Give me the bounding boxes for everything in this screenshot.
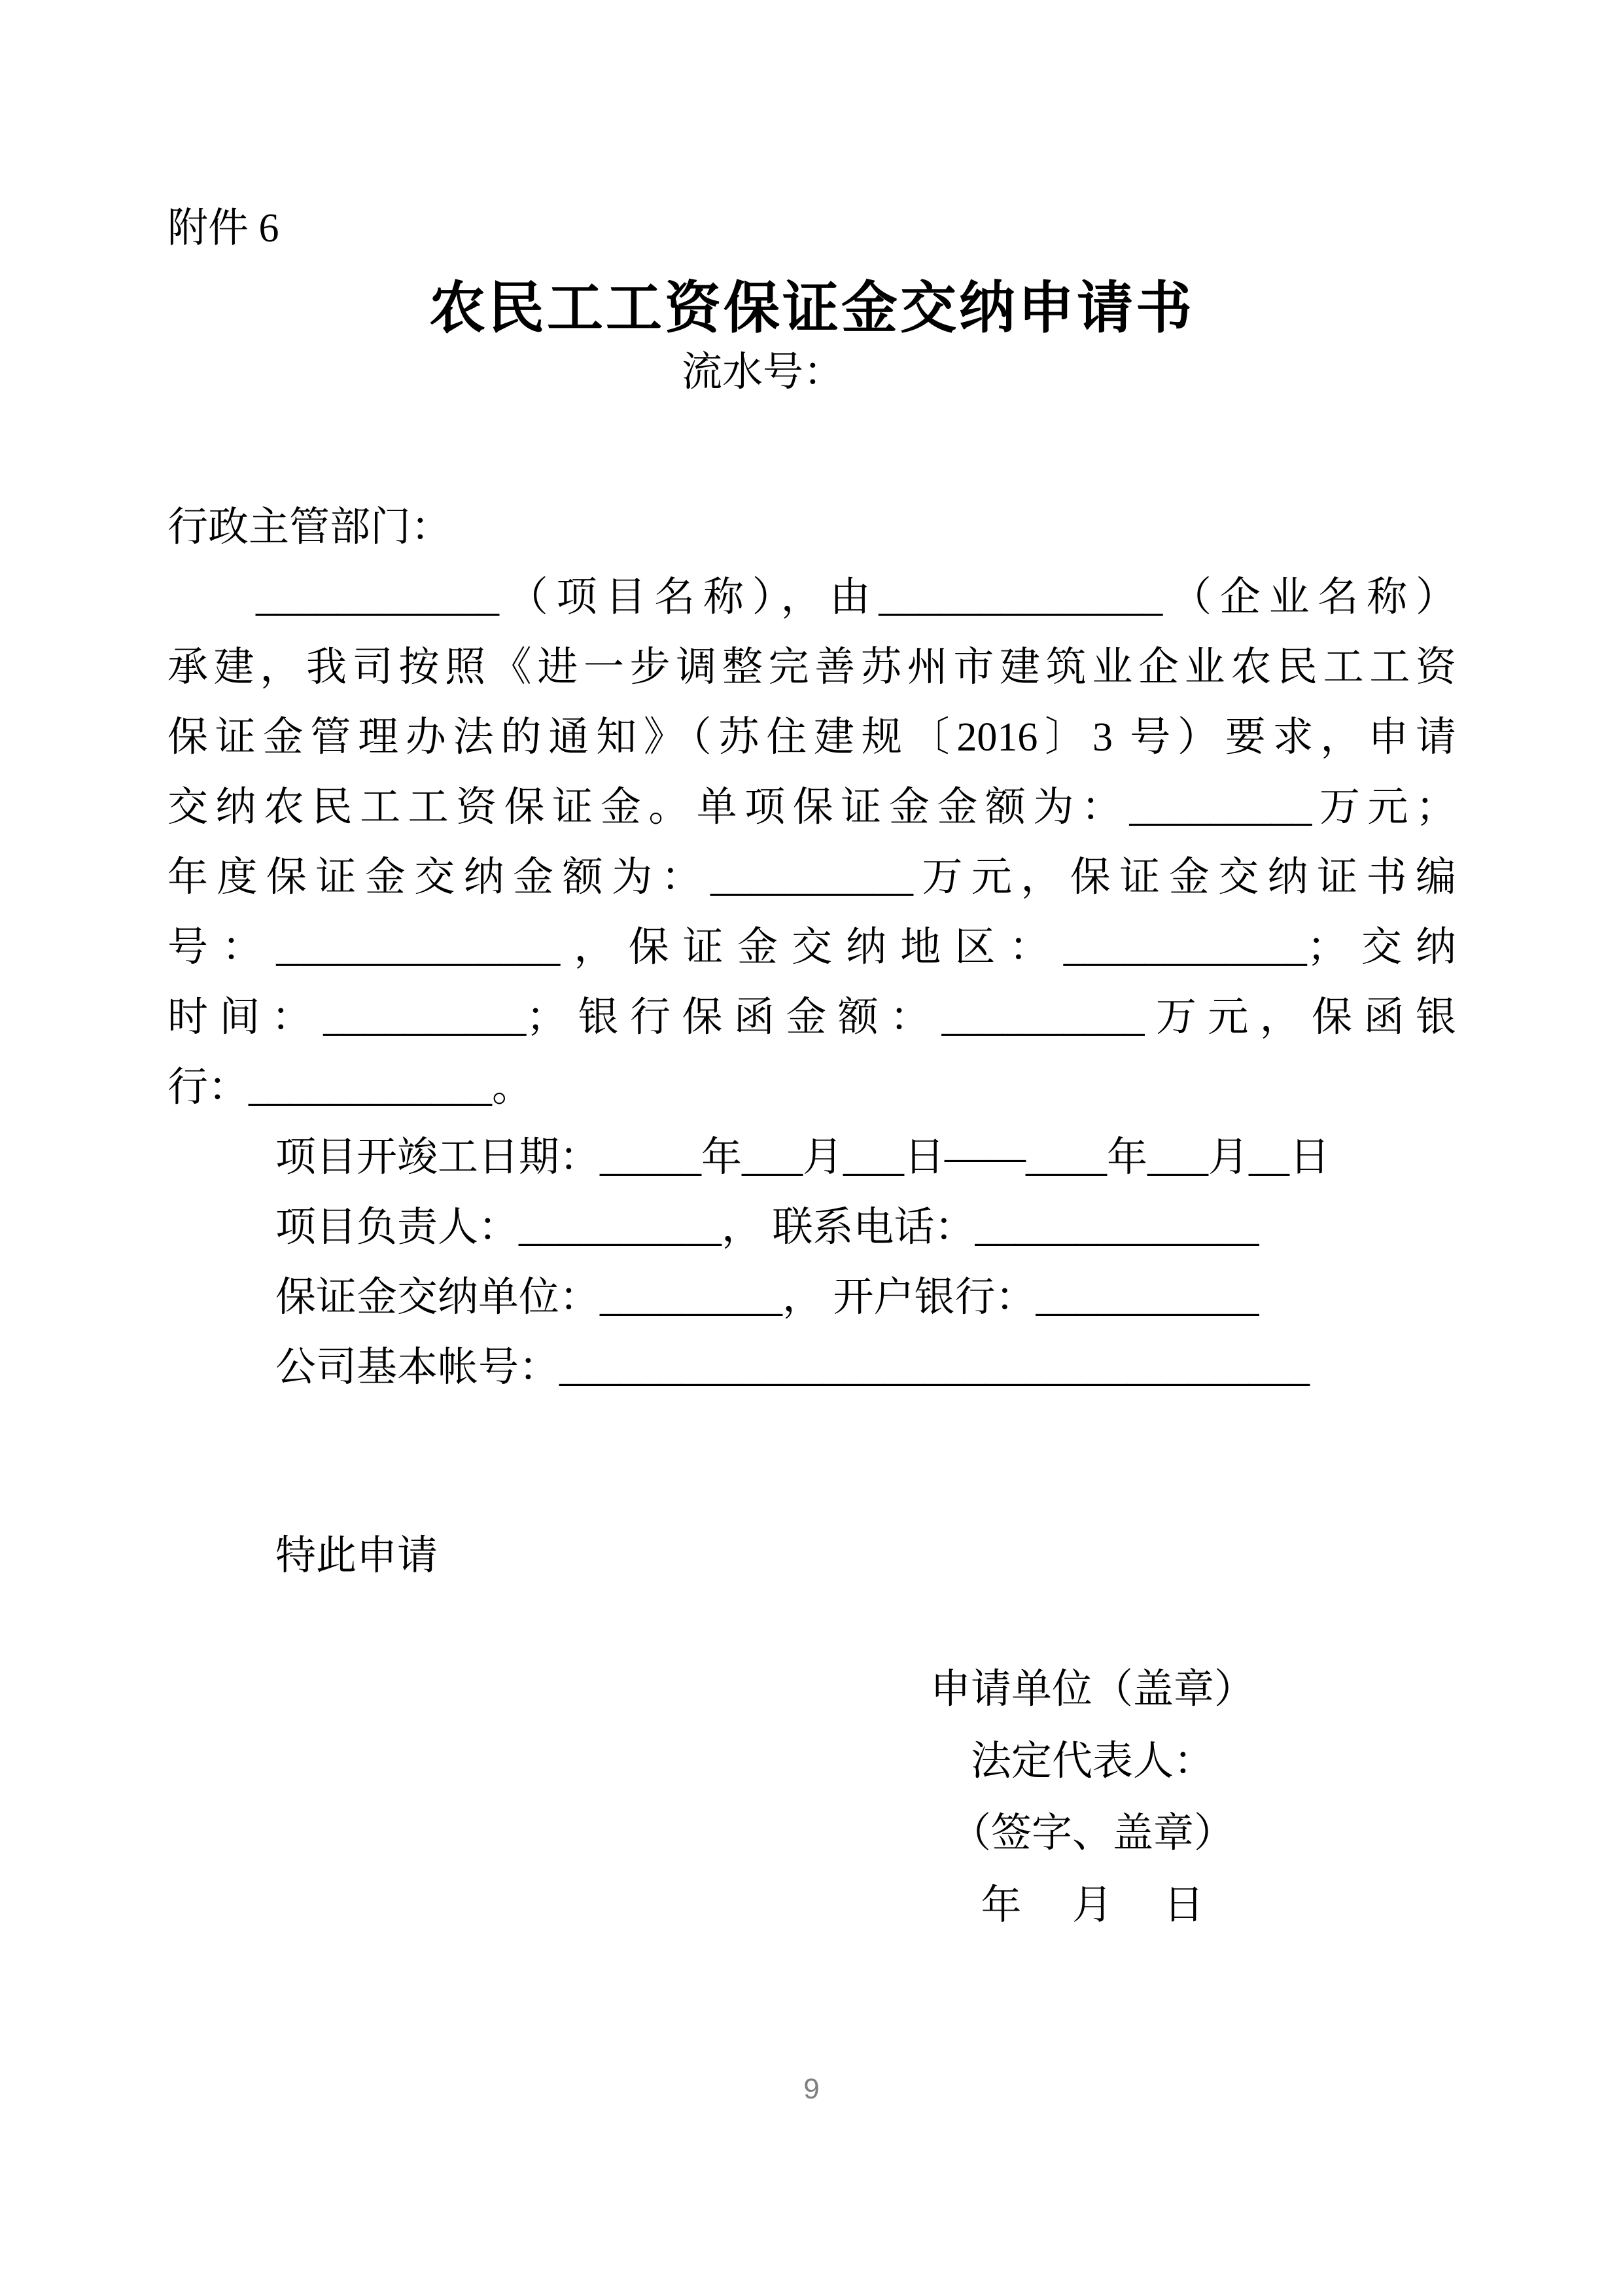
detail-line-project-dates: 项目开竣工日期：_____年___月___日——____年___月__日 [275, 1135, 1331, 1180]
body-line-single-deposit-amount: 交纳农民工工资保证金。单项保证金金额为：_________万元； [167, 785, 1456, 830]
salutation-line: 行政主管部门： [167, 505, 452, 550]
detail-line-project-manager-phone: 项目负责人：__________， 联系电话：______________ [275, 1205, 1259, 1250]
serial-number-label: 流水号： [681, 350, 844, 395]
signature-legal-representative-line: 法定代表人： [970, 1739, 1214, 1784]
body-line-regulation: 保证金管理办法的通知》（苏住建规〔2016〕3 号）要求，申请 [167, 715, 1456, 760]
body-line-project-name: ____________（项目名称），由______________（企业名称） [256, 575, 1456, 620]
page-number: 9 [803, 2073, 820, 2105]
signature-date-line: 年 月 日 [981, 1883, 1204, 1928]
body-line-payment-time-guarantee: 时间：__________；银行保函金额：__________万元，保函银 [167, 995, 1456, 1040]
signature-sign-seal-line: （签字、盖章） [950, 1811, 1234, 1856]
attachment-label: 附件 6 [167, 206, 279, 251]
closing-line: 特此申请 [275, 1534, 438, 1578]
body-line-guarantee-bank: 行：____________。 [167, 1065, 533, 1110]
detail-line-paying-unit-bank: 保证金交纳单位：_________， 开户银行：___________ [275, 1275, 1259, 1320]
document-content [167, 0, 1456, 1941]
body-line-certificate-number-region: 号：______________，保证金交纳地区：____________；交纳 [167, 925, 1456, 970]
document-title: 农民工工资保证金交纳申请书 [429, 277, 1195, 340]
signature-unit-line: 申请单位（盖章） [930, 1667, 1255, 1712]
signature-block [864, 1653, 1321, 1941]
body-line-annual-deposit-amount: 年度保证金交纳金额为：__________万元，保证金交纳证书编 [167, 855, 1456, 900]
body-line-contractor: 承建，我司按照《进一步调整完善苏州市建筑业企业农民工工资 [167, 645, 1456, 690]
detail-line-company-account: 公司基本帐号：_____________________________________ [275, 1345, 1310, 1390]
